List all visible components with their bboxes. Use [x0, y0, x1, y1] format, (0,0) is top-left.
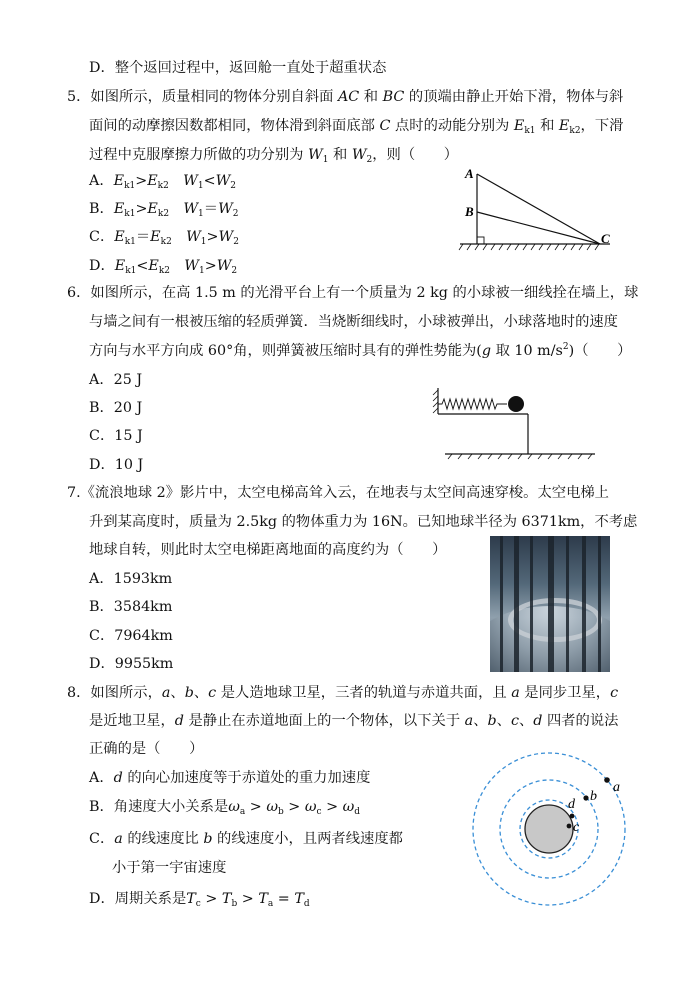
label-C: C: [601, 231, 610, 246]
text-line-q5a: A．$E_{k1}>E_{k2}$ $W_1<W_2$: [89, 173, 237, 191]
text-line-q6l1: 6．如图所示，在高 1.5 m 的光滑平台上有一个质量为 2 kg 的小球被一细线拴在墙上，球: [67, 285, 639, 301]
text-line-q7c: C．7964km: [89, 628, 173, 644]
text-line-q7d: D．9955km: [89, 656, 174, 672]
text-line-q6d: D．10 J: [89, 457, 144, 473]
incline-figure: [455, 160, 625, 255]
text-line-q7a: A．1593km: [89, 571, 173, 587]
text-line-q8c2: 小于第一宇宙速度: [112, 860, 227, 876]
text-line-q5b: B．$E_{k1}>E_{k2}$ $W_1=W_2$: [89, 201, 239, 219]
text-line-q8b: B．角速度大小关系是$\omega_a > \omega_b > \omega_c > \omega_d$: [89, 799, 361, 817]
text-line-q6b: B．20 J: [89, 400, 143, 416]
text-line-q5c: C．$E_{k1}=E_{k2}$ $W_1>W_2$: [89, 229, 239, 247]
text-line-q6l3: 方向与水平方向成 60°角，则弹簧被压缩时具有的弹性势能为(g 取 10 $m/s^2$)（ ）: [89, 342, 632, 359]
satellite-orbit-figure: [472, 742, 632, 942]
text-line-q8d: D．周期关系是$T_c > T_b > T_a = T_d$: [89, 891, 310, 909]
text-line-q5l2: 面间的动摩擦因数都相同，物体滑到斜面底部 C 点时的动能分别为 $E_{k1}$ 和 $E_{k2}$，下滑: [89, 118, 624, 136]
label-A: A: [465, 166, 474, 181]
spring-platform-figure: [430, 380, 610, 460]
text-line-q4d: D．整个返回过程中，返回舱一直处于超重状态: [89, 60, 387, 76]
text-line-q5l1: 5．如图所示，质量相同的物体分别自斜面 AC 和 BC 的顶端由静止开始下滑，物体与斜: [67, 89, 624, 105]
text-line-q6l2: 与墙之间有一根被压缩的轻质弹簧．当烧断细线时，小球被弹出，小球落地时的速度: [89, 314, 618, 330]
text-line-q7l2: 升到某高度时，质量为 2.5kg 的物体重力为 16N。已知地球半径为 6371km，不考虑: [89, 514, 638, 530]
label-d: d: [568, 797, 575, 812]
text-line-q5d: D．$E_{k1}<E_{k2}$ $W_1>W_2$: [89, 258, 238, 276]
label-b: b: [590, 789, 597, 804]
text-line-q8c1: C．a 的线速度比 b 的线速度小，且两者线速度都: [89, 831, 403, 847]
text-line-q7b: B．3584km: [89, 599, 173, 615]
text-line-q6a: A．25 J: [89, 372, 143, 388]
text-line-q7l3: 地球自转，则此时太空电梯距离地面的高度约为（ ）: [89, 542, 447, 558]
text-line-q7l1: 7.《流浪地球 2》影片中，太空电梯高耸入云，在地表与太空间高速穿梭。太空电梯上: [67, 485, 609, 501]
text-line-q8l1: 8．如图所示，a、b、c 是人造地球卫星，三者的轨道与赤道共面，且 a 是同步卫星，c: [67, 685, 619, 701]
text-line-q8l3: 正确的是（ ）: [89, 741, 204, 757]
label-c: c: [573, 820, 580, 835]
text-line-q8l2: 是近地卫星，d 是静止在赤道地面上的一个物体，以下关于 a、b、c、d 四者的说法: [89, 713, 619, 729]
label-B: B: [465, 204, 474, 219]
space-elevator-photo: [490, 536, 610, 672]
text-line-q6c: C．15 J: [89, 428, 143, 444]
text-line-q5l3: 过程中克服摩擦力所做的功分别为 $W_1$ 和 $W_2$，则（ ）: [89, 147, 459, 165]
text-line-q8a: A．d 的向心加速度等于赤道处的重力加速度: [89, 770, 371, 786]
label-a: a: [613, 780, 620, 795]
